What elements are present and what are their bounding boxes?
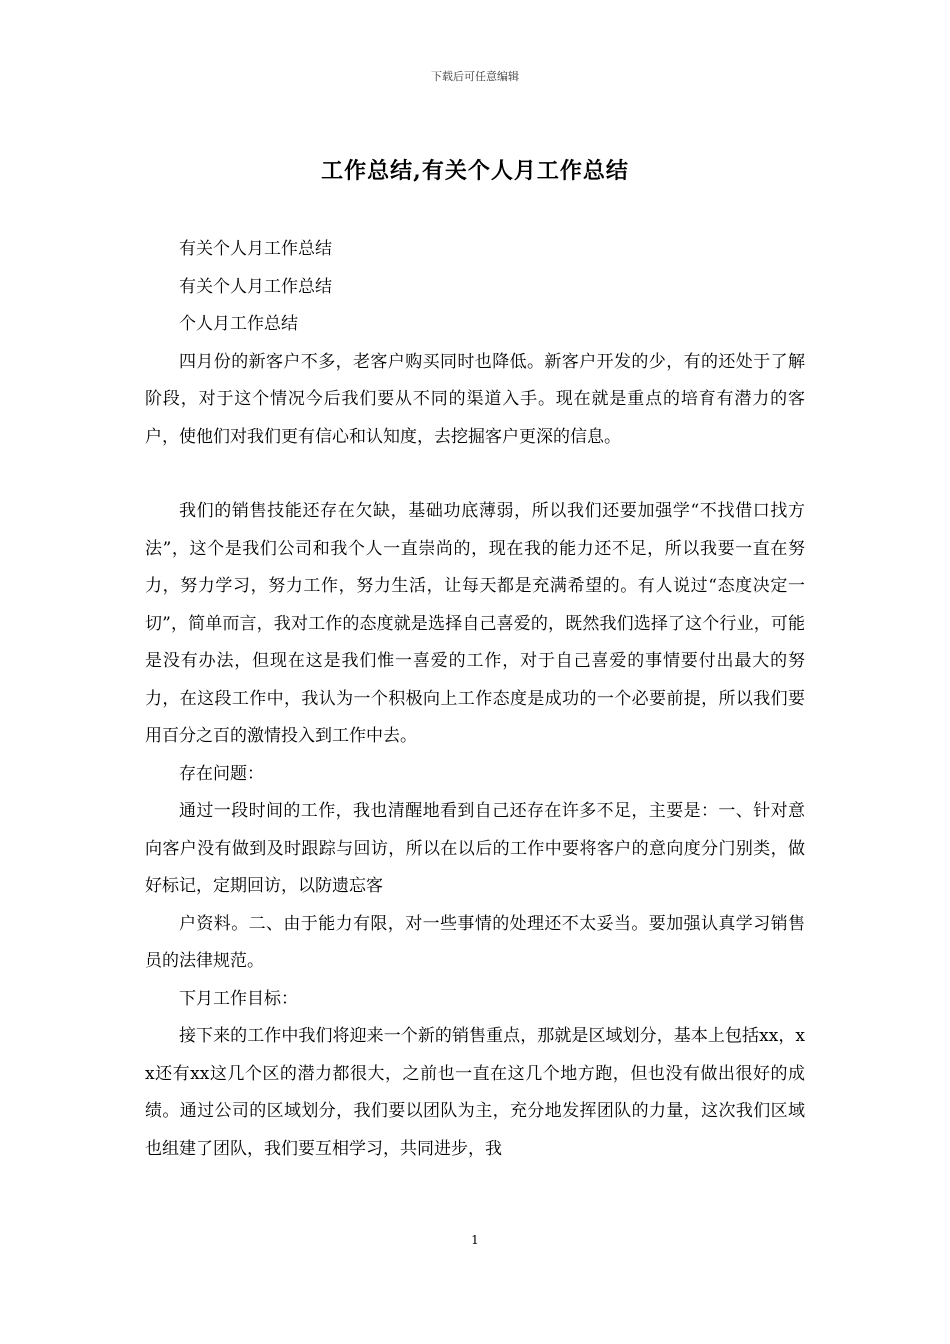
section-heading-next-month-goals: 下月工作目标： — [179, 988, 298, 1009]
subtitle-line-2: 有关个人月工作总结 — [179, 276, 332, 297]
paragraph-spacer — [145, 456, 805, 493]
paragraph-sales-skills: 我们的销售技能还存在欠缺，基础功底薄弱，所以我们还要加强学“不找借口找方法”，这个是我们公司和我个人一直崇尚的，现在我的能力还不足，所以我要一直在努力，努力学习，努力工作，努力生活，让每天都是充满希望的。有人说过“态度决定一切”，简单而言，我对工作的态度就是选择自己喜爱的，既然我们选择了这个行业，可能是没有办法，但现在这是我们惟一喜爱的工作，对于自己喜爱的事情要付出最大的努力，在这段工作中，我认为一个积极向上工作态度是成功的一个必要前提，所以我们要用百分之百的激情投入到工作中去。 — [145, 501, 805, 746]
paragraph-new-customers: 四月份的新客户不多，老客户购买同时也降低。新客户开发的少，有的还处于了解阶段，对于这个情况今后我们要从不同的渠道入手。现在就是重点的培育有潜力的客户，使他们对我们更有信心和认知度，去挖掘客户更深的信息。 — [145, 351, 805, 447]
document-title: 工作总结,有关个人月工作总结 — [321, 158, 629, 184]
subtitle-line-1: 有关个人月工作总结 — [179, 239, 332, 259]
document-body — [145, 231, 805, 1168]
paragraph-next-month-goals: 接下来的工作中我们将迎来一个新的销售重点，那就是区域划分，基本上包括xx，xx还有xx这几个区的潜力都很大，之前也一直在这几个地方跑，但也没有做出很好的成绩。通过公司的区域划分，我们要以团队为主，充分地发挥团队的力量，这次我们区域也组建了团队，我们要互相学习，共同进步，我 — [145, 1026, 805, 1159]
section-heading-problems: 存在问题： — [179, 763, 264, 784]
subtitle-line-3: 个人月工作总结 — [179, 314, 298, 334]
header-note: 下载后可任意编辑 — [431, 70, 519, 83]
page-number: 1 — [471, 1233, 479, 1247]
paragraph-problems: 通过一段时间的工作，我也清醒地看到自己还存在许多不足，主要是：一、针对意向客户没有做到及时跟踪与回访，所以在以后的工作中要将客户的意向度分门别类，做好标记，定期回访，以防遗忘客 — [145, 801, 805, 896]
paragraph-problems-continued: 户资料。二、由于能力有限，对一些事情的处理还不太妥当。要加强认真学习销售员的法律规范。 — [145, 913, 805, 971]
